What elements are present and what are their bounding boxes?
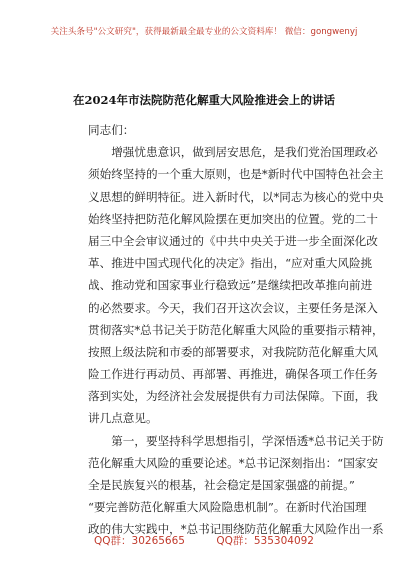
body-line: 按照上级法院和市委的部署要求，对我院防范化解重大风 — [88, 344, 378, 359]
body-line: 战、推动党和国家事业行稳致远”是继续把改革推向前进 — [88, 278, 373, 293]
body-line: 全是民族复兴的根基，社会稳定是国家强盛的前提。” — [88, 478, 355, 492]
footer-qq-groups — [0, 534, 408, 548]
body-line: 第一，要坚持科学思想指引，学深悟透*总书记关于防 — [111, 433, 384, 448]
body-line: 落到实处，为经济社会发展提供有力司法保障。下面，我 — [88, 389, 378, 404]
body-line: “要完善防范化解重大风险隐患机制”。在新时代治国理 — [88, 500, 367, 515]
body-line: 政的伟大实践中，*总书记围绕防范化解重大风险作出一系 — [88, 522, 384, 537]
body-line: 同志们： — [88, 123, 135, 137]
qq-group-2: QQ群：535304092 — [216, 535, 314, 547]
qq-group-1: QQ群：30265665 — [94, 535, 185, 547]
body-line: 届三中全会审议通过的《中共中央关于进一步全面深化改 — [88, 233, 378, 248]
body-line: 义思想的鲜明特征。进入新时代，以*同志为核心的党中央 — [88, 189, 384, 204]
header-promo-note: 关注头条号"公文研究"，获得最新最全最专业的公文资料库！ 微信：gongwenyj — [50, 27, 358, 37]
body-line: 革、推进中国式现代化的决定》指出，“应对重大风险挑 — [88, 256, 373, 271]
body-line: 增强忧患意识，做到居安思危，是我们党治国理政必 — [111, 145, 378, 160]
body-line: 须始终坚持的一个重大原则，也是*新时代中国特色社会主 — [88, 167, 384, 182]
document-title: 在2024年市法院防范化解重大风险推进会上的讲话 — [72, 93, 335, 107]
document-body — [88, 119, 384, 541]
body-line: 讲几点意见。 — [88, 411, 158, 426]
body-line: 的必然要求。今天，我们召开这次会议，主要任务是深入 — [88, 300, 378, 315]
body-line: 始终坚持把防范化解风险摆在更加突出的位置。党的二十 — [88, 211, 378, 226]
body-line: 贯彻落实*总书记关于防范化解重大风险的重要指示精神， — [88, 322, 384, 337]
body-line: 险工作进行再动员、再部署、再推进，确保各项工作任务 — [88, 367, 378, 382]
body-line: 范化解重大风险的重要论述。*总书记深刻指出：“国家安 — [88, 455, 378, 470]
